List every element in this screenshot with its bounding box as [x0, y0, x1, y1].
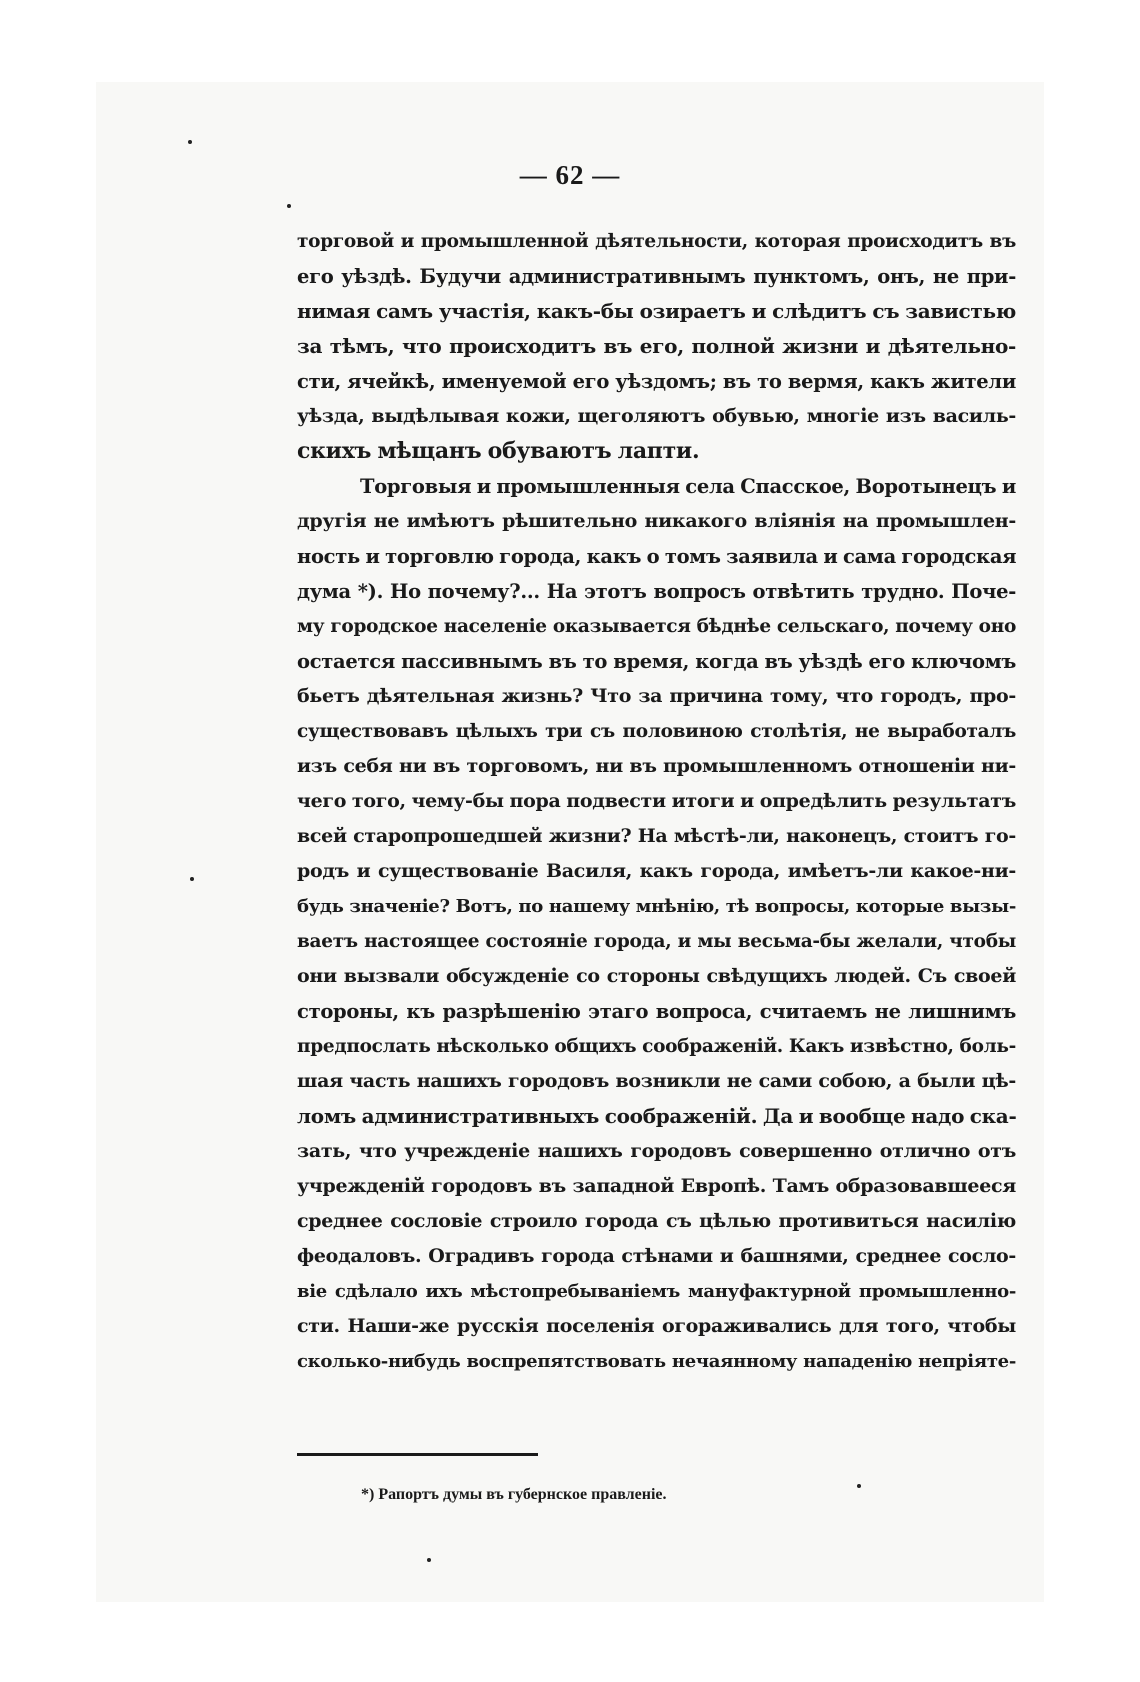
text-line: остается пассивнымъ въ то время, когда въ уѣздѣ его ключомъ	[297, 650, 1016, 673]
text-line: изъ себя ни въ торговомъ, ни въ промышленномъ отношеніи ни-	[297, 755, 1016, 777]
text-line: сти. Наши-же русскія поселенія огораживались для того, чтобы	[297, 1315, 1016, 1337]
text-line: шая часть нашихъ городовъ возникли не сами собою, а были цѣ-	[297, 1070, 1016, 1092]
text-line: бьетъ дѣятельная жизнь? Что за причина тому, что городъ, про-	[297, 685, 1016, 707]
scan-speck	[857, 1484, 861, 1488]
text-line: віе сдѣлало ихъ мѣстопребываніемъ мануфактурной промышленно-	[297, 1281, 1016, 1302]
text-line: среднее сословіе строило города съ цѣлью противиться насилію	[297, 1210, 1016, 1232]
body-text	[297, 224, 1016, 1379]
text-line: предпослать нѣсколько общихъ соображеній. Какъ извѣстно, боль-	[297, 1036, 1016, 1057]
text-line: родъ и существованіе Василя, какъ города, имѣетъ-ли какое-ни-	[297, 860, 1016, 882]
text-line: сти, ячейкѣ, именуемой его уѣздомъ; въ то вермя, какъ жители	[297, 370, 1016, 393]
text-line: они вызвали обсужденіе со стороны свѣдущихъ людей. Съ своей	[297, 965, 1016, 987]
footnote-rule	[297, 1453, 538, 1456]
footnote: *) Рапортъ думы въ губернское правленіе.	[361, 1486, 667, 1503]
text-line: учрежденій городовъ въ западной Европѣ. Тамъ образовавшееся	[297, 1175, 1016, 1197]
text-line: его уѣздѣ. Будучи административнымъ пунктомъ, онъ, не при-	[297, 265, 1016, 288]
text-line: сколько-нибудь воспрепятствовать нечаянному нападенію непріяте-	[297, 1351, 1016, 1372]
text-line: скихъ мѣщанъ обуваютъ лапти.	[297, 438, 700, 464]
text-line: существовавъ цѣлыхъ три съ половиною столѣтія, не выработалъ	[297, 721, 1016, 742]
text-line: другія не имѣютъ рѣшительно никакого вліянія на промышлен-	[297, 510, 1016, 532]
text-line: всей старопрошедшей жизни? На мѣстѣ-ли, наконецъ, стоитъ го-	[297, 825, 1016, 847]
text-line: ность и торговлю города, какъ о томъ заявила и сама городская	[297, 545, 1016, 568]
text-line: чего того, чему-бы пора подвести итоги и опредѣлить результатъ	[297, 790, 1016, 812]
text-line: дума *). Но почему?... На этотъ вопросъ отвѣтить трудно. Поче-	[297, 580, 1016, 603]
text-line: ломъ административныхъ соображеній. Да и вообще надо ска-	[297, 1104, 1016, 1128]
text-line: нимая самъ участія, какъ-бы озираетъ и слѣдитъ съ завистью	[297, 299, 1016, 323]
text-line: уѣзда, выдѣлывая кожи, щеголяютъ обувью, многіе изъ василь-	[297, 405, 1016, 427]
text-line: стороны, къ разрѣшенію этаго вопроса, считаемъ не лишнимъ	[297, 1000, 1016, 1023]
scan-speck	[188, 140, 192, 144]
scan-speck	[287, 204, 291, 208]
text-line: зать, что учрежденіе нашихъ городовъ совершенно отлично отъ	[297, 1140, 1016, 1162]
text-line: будь значеніе? Вотъ, по нашему мнѣнію, тѣ вопросы, которые вызы-	[297, 896, 1016, 917]
scan-speck	[190, 877, 194, 881]
text-line: за тѣмъ, что происходитъ въ его, полной жизни и дѣятельно-	[297, 334, 1016, 358]
page-number: — 62 —	[519, 160, 621, 190]
text-line: ваетъ настоящее состояніе города, и мы весьма-бы желали, чтобы	[297, 931, 1016, 952]
text-line: торговой и промышленной дѣятельности, которая происходитъ въ	[297, 231, 1016, 252]
scan-speck	[427, 1558, 431, 1562]
text-line: Торговыя и промышленныя села Спасское, Воротынецъ и	[360, 475, 1016, 498]
text-line: феодаловъ. Оградивъ города стѣнами и башнями, среднее сосло-	[297, 1245, 1016, 1267]
text-line: му городское населеніе оказывается бѣднѣе сельскаго, почему оно	[297, 616, 1016, 637]
